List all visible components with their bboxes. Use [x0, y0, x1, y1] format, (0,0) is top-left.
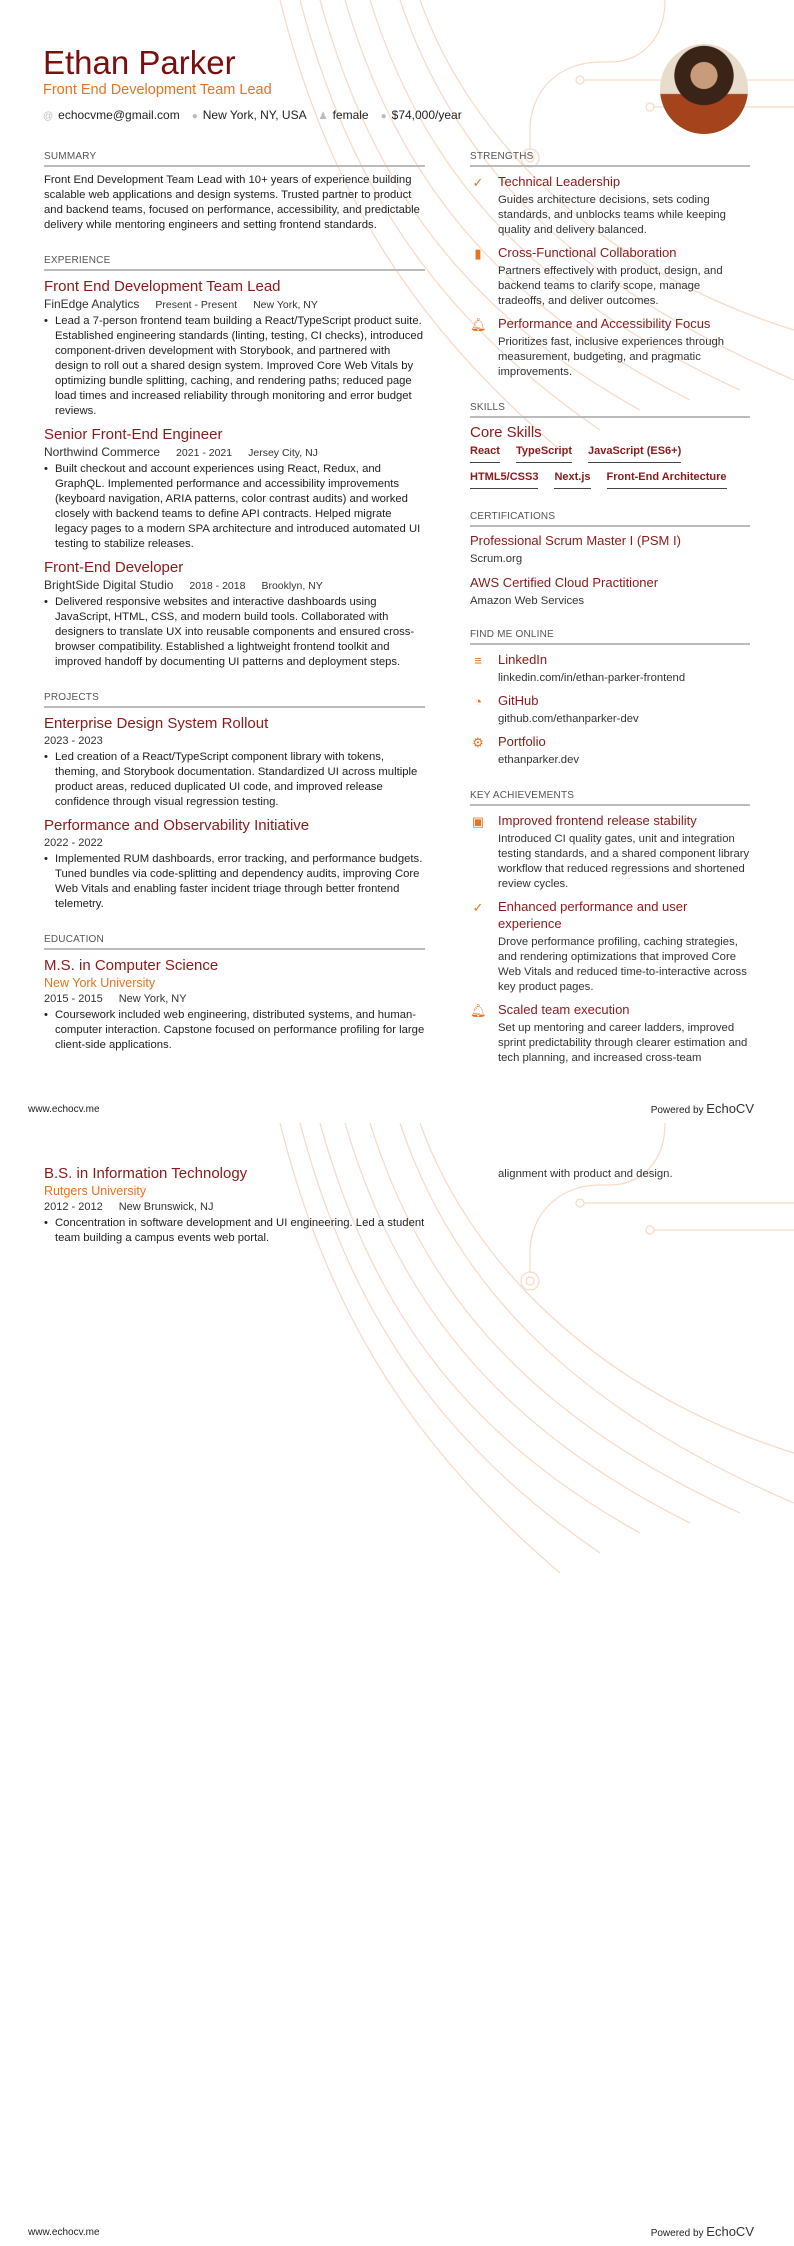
strength-item: ✓ Technical Leadership Guides architecture decisions, sets coding standards, and unblocks teams while keeping quality and delivery balanced.	[470, 173, 750, 238]
bookmark-icon: ▣	[471, 814, 485, 829]
check-icon: ✓	[472, 175, 484, 190]
section-heading-skills: SKILLS	[470, 402, 750, 418]
dates: Present - Present	[155, 299, 238, 311]
contact-location: ● New York, NY, USA	[191, 108, 307, 122]
right-column	[470, 151, 750, 1072]
certification-issuer: Amazon Web Services	[470, 595, 585, 607]
bullet: • Lead a 7-person frontend team building a React/TypeScript product suite. Established engineering standards (linting, testing, CI checks), introduced component-driven development with Storybook, and partnered with design to roll out a shared design system. Improved Core Web Vitals by optimizing bundle splitting, caching, and rendering paths; reduced page load times and increased reliability through monitoring and error budget reviews.	[44, 314, 425, 419]
bell-icon: 🔔︎	[470, 1003, 487, 1018]
location: New York, NY	[253, 299, 318, 311]
job-title: Senior Front-End Engineer	[44, 426, 223, 443]
achievement-item: 🔔︎ Scaled team execution Set up mentoring and career ladders, improved sprint predictability through clearer estimation and tech planning, and increased cross-team	[470, 1002, 748, 1064]
experience-item	[44, 277, 425, 419]
online-link-linkedin[interactable]: ≡ LinkedIn linkedin.com/in/ethan-parker-frontend	[470, 651, 750, 686]
dates: 2021 - 2021	[176, 447, 233, 459]
location: Jersey City, NJ	[248, 447, 318, 459]
profile-photo	[660, 44, 748, 134]
section-heading-summary: SUMMARY	[44, 151, 425, 167]
project-title: Performance and Observability Initiative	[44, 817, 310, 834]
candidate-title: Front End Development Team Lead	[43, 82, 272, 98]
bullet: • Led creation of a React/TypeScript component library with tokens, theming, and Storybook documentation. Standardized UI across multiple product areas, reduced duplicated UI code, and improved release confidence through visual regression testing.	[44, 750, 425, 810]
skill-group-title: Core Skills	[470, 424, 542, 441]
summary-text: Front End Development Team Lead with 10+ years of experience building scalable web applications and design systems. Trusted partner to product and backend teams, focused on performance, accessibility, and predictable delivery while mentoring engineers and setting frontend standards.	[44, 174, 420, 231]
contact-email[interactable]: @ echocvme@gmail.com	[43, 108, 180, 122]
certification-issuer: Scrum.org	[470, 553, 523, 565]
bullet: • Concentration in software development and UI engineering. Led a student team building a campus events web portal.	[44, 1216, 425, 1246]
achievement-item: ✓ Enhanced performance and user experience Drove performance profiling, caching strategies, and rendering optimizations that improved Core Web Vitals and reduced time-to-interactive across key product pages.	[470, 898, 750, 995]
skills-list	[470, 445, 750, 489]
brand-logo: EchoCV	[706, 2224, 754, 2239]
section-heading-projects: PROJECTS	[44, 692, 425, 708]
project-item	[44, 816, 425, 912]
contact-salary: ● $74,000/year	[380, 108, 462, 122]
school: Rutgers University	[44, 1184, 147, 1198]
skill-tag: HTML5/CSS3	[470, 471, 538, 489]
section-heading-strengths: STRENGTHS	[470, 151, 750, 167]
degree: M.S. in Computer Science	[44, 957, 219, 974]
check-icon: ✓	[472, 900, 484, 915]
footer-site[interactable]: www.echocv.me	[28, 2227, 100, 2238]
section-heading-online: FIND ME ONLINE	[470, 629, 750, 645]
company: Northwind Commerce	[44, 445, 161, 459]
section-heading-achievements: KEY ACHIEVEMENTS	[470, 790, 750, 806]
skill-tag: Next.js	[554, 471, 590, 489]
clock-icon: ◔	[474, 694, 482, 709]
skill-tag: TypeScript	[516, 445, 572, 463]
strength-item: ▮ Cross-Functional Collaboration Partners effectively with product, design, and backend teams to clarify scope, manage tradeoffs, and deliver outcomes.	[470, 244, 750, 309]
skill-tag: Front-End Architecture	[607, 471, 727, 489]
bullet: • Implemented RUM dashboards, error tracking, and performance budgets. Tuned bundles via code-splitting and dependency audits, improving Core Web Vitals and enabling faster incident triage through better frontend telemetry.	[44, 852, 425, 912]
dates: 2023 - 2023	[44, 735, 103, 747]
education-item	[44, 956, 425, 1053]
left-column	[44, 151, 425, 1053]
lines-icon: ≡	[474, 653, 482, 668]
person-icon: ♟	[318, 111, 328, 122]
achievement-item: ▣ Improved frontend release stability Introduced CI quality gates, unit and integration testing standards, and a shared component library workflow that reduced regressions and shortened review cycles.	[471, 813, 750, 890]
brand-logo: EchoCV	[706, 1101, 754, 1116]
strength-item: 🔔︎ Performance and Accessibility Focus Prioritizes fast, inclusive experiences through measurement, budgeting, and pragmatic improvements.	[470, 316, 725, 378]
project-item	[44, 714, 425, 810]
background-decoration	[0, 1123, 794, 2246]
project-title: Enterprise Design System Rollout	[44, 715, 269, 732]
job-title: Front End Development Team Lead	[44, 278, 281, 295]
education-item	[44, 1164, 425, 1246]
bell-icon: 🔔︎	[470, 317, 487, 332]
resume-page-2	[0, 1123, 794, 2246]
contact-info	[43, 108, 462, 122]
company: FinEdge Analytics	[44, 297, 140, 311]
experience-item	[44, 558, 425, 670]
dates: 2015 - 2015	[44, 993, 103, 1005]
location-pin-icon: ●	[191, 111, 198, 122]
job-title: Front-End Developer	[44, 559, 184, 576]
right-column	[470, 1167, 750, 1182]
section-heading-experience: EXPERIENCE	[44, 255, 425, 271]
footer-powered: Powered by EchoCV	[650, 2224, 754, 2239]
company: BrightSide Digital Studio	[44, 578, 174, 592]
at-icon: @	[43, 111, 54, 122]
bullet: • Delivered responsive websites and interactive dashboards using JavaScript, HTML, CSS, and modern build tools. Collaborated with designers to translate UX into reusable components and ensured cross-browser compatibility. Established a lightweight frontend toolkit and improved handoff by documenting UI patterns and deployment steps.	[44, 595, 425, 670]
experience-item	[44, 425, 425, 552]
contact-gender: ♟ female	[318, 108, 369, 122]
section-heading-education: EDUCATION	[44, 934, 425, 950]
degree: B.S. in Information Technology	[44, 1165, 248, 1182]
location: New York, NY	[118, 993, 187, 1005]
school: New York University	[44, 976, 156, 990]
location: New Brunswick, NJ	[118, 1201, 214, 1213]
skill-tag: JavaScript (ES6+)	[588, 445, 681, 463]
location: Brooklyn, NY	[261, 580, 323, 592]
money-icon: ●	[380, 111, 387, 122]
dates: 2012 - 2012	[44, 1201, 103, 1213]
skill-tag: React	[470, 445, 500, 463]
online-link-portfolio[interactable]: ⚙ Portfolio ethanparker.dev	[470, 733, 750, 768]
achievement-continued: alignment with product and design.	[498, 1168, 673, 1180]
dates: 2022 - 2022	[44, 837, 103, 849]
section-heading-certifications: CERTIFICATIONS	[470, 511, 750, 527]
bullet: • Coursework included web engineering, distributed systems, and human-computer interaction. Capstone focused on performance profiling for large client-side applications.	[44, 1008, 425, 1053]
document-icon: ▮	[474, 246, 482, 261]
gear-icon: ⚙	[472, 735, 484, 750]
candidate-name: Ethan Parker	[43, 44, 236, 81]
footer-powered: Powered by EchoCV	[650, 1101, 754, 1116]
dates: 2018 - 2018	[189, 580, 246, 592]
left-column	[44, 1164, 425, 1246]
footer-site[interactable]: www.echocv.me	[28, 1104, 100, 1115]
bullet: • Built checkout and account experiences using React, Redux, and GraphQL. Implemented performance and accessibility improvements (keyboard navigation, ARIA patterns, color contrast audits) and worked closely with backend teams to define API contracts. Helped migrate legacy pages to a modern SPA architecture and introduced automated UI testing to stabilize releases.	[44, 462, 425, 552]
online-link-github[interactable]: ◔ GitHub github.com/ethanparker-dev	[470, 692, 750, 727]
certification-name: AWS Certified Cloud Practitioner	[470, 575, 659, 590]
certification-name: Professional Scrum Master I (PSM I)	[470, 533, 681, 548]
